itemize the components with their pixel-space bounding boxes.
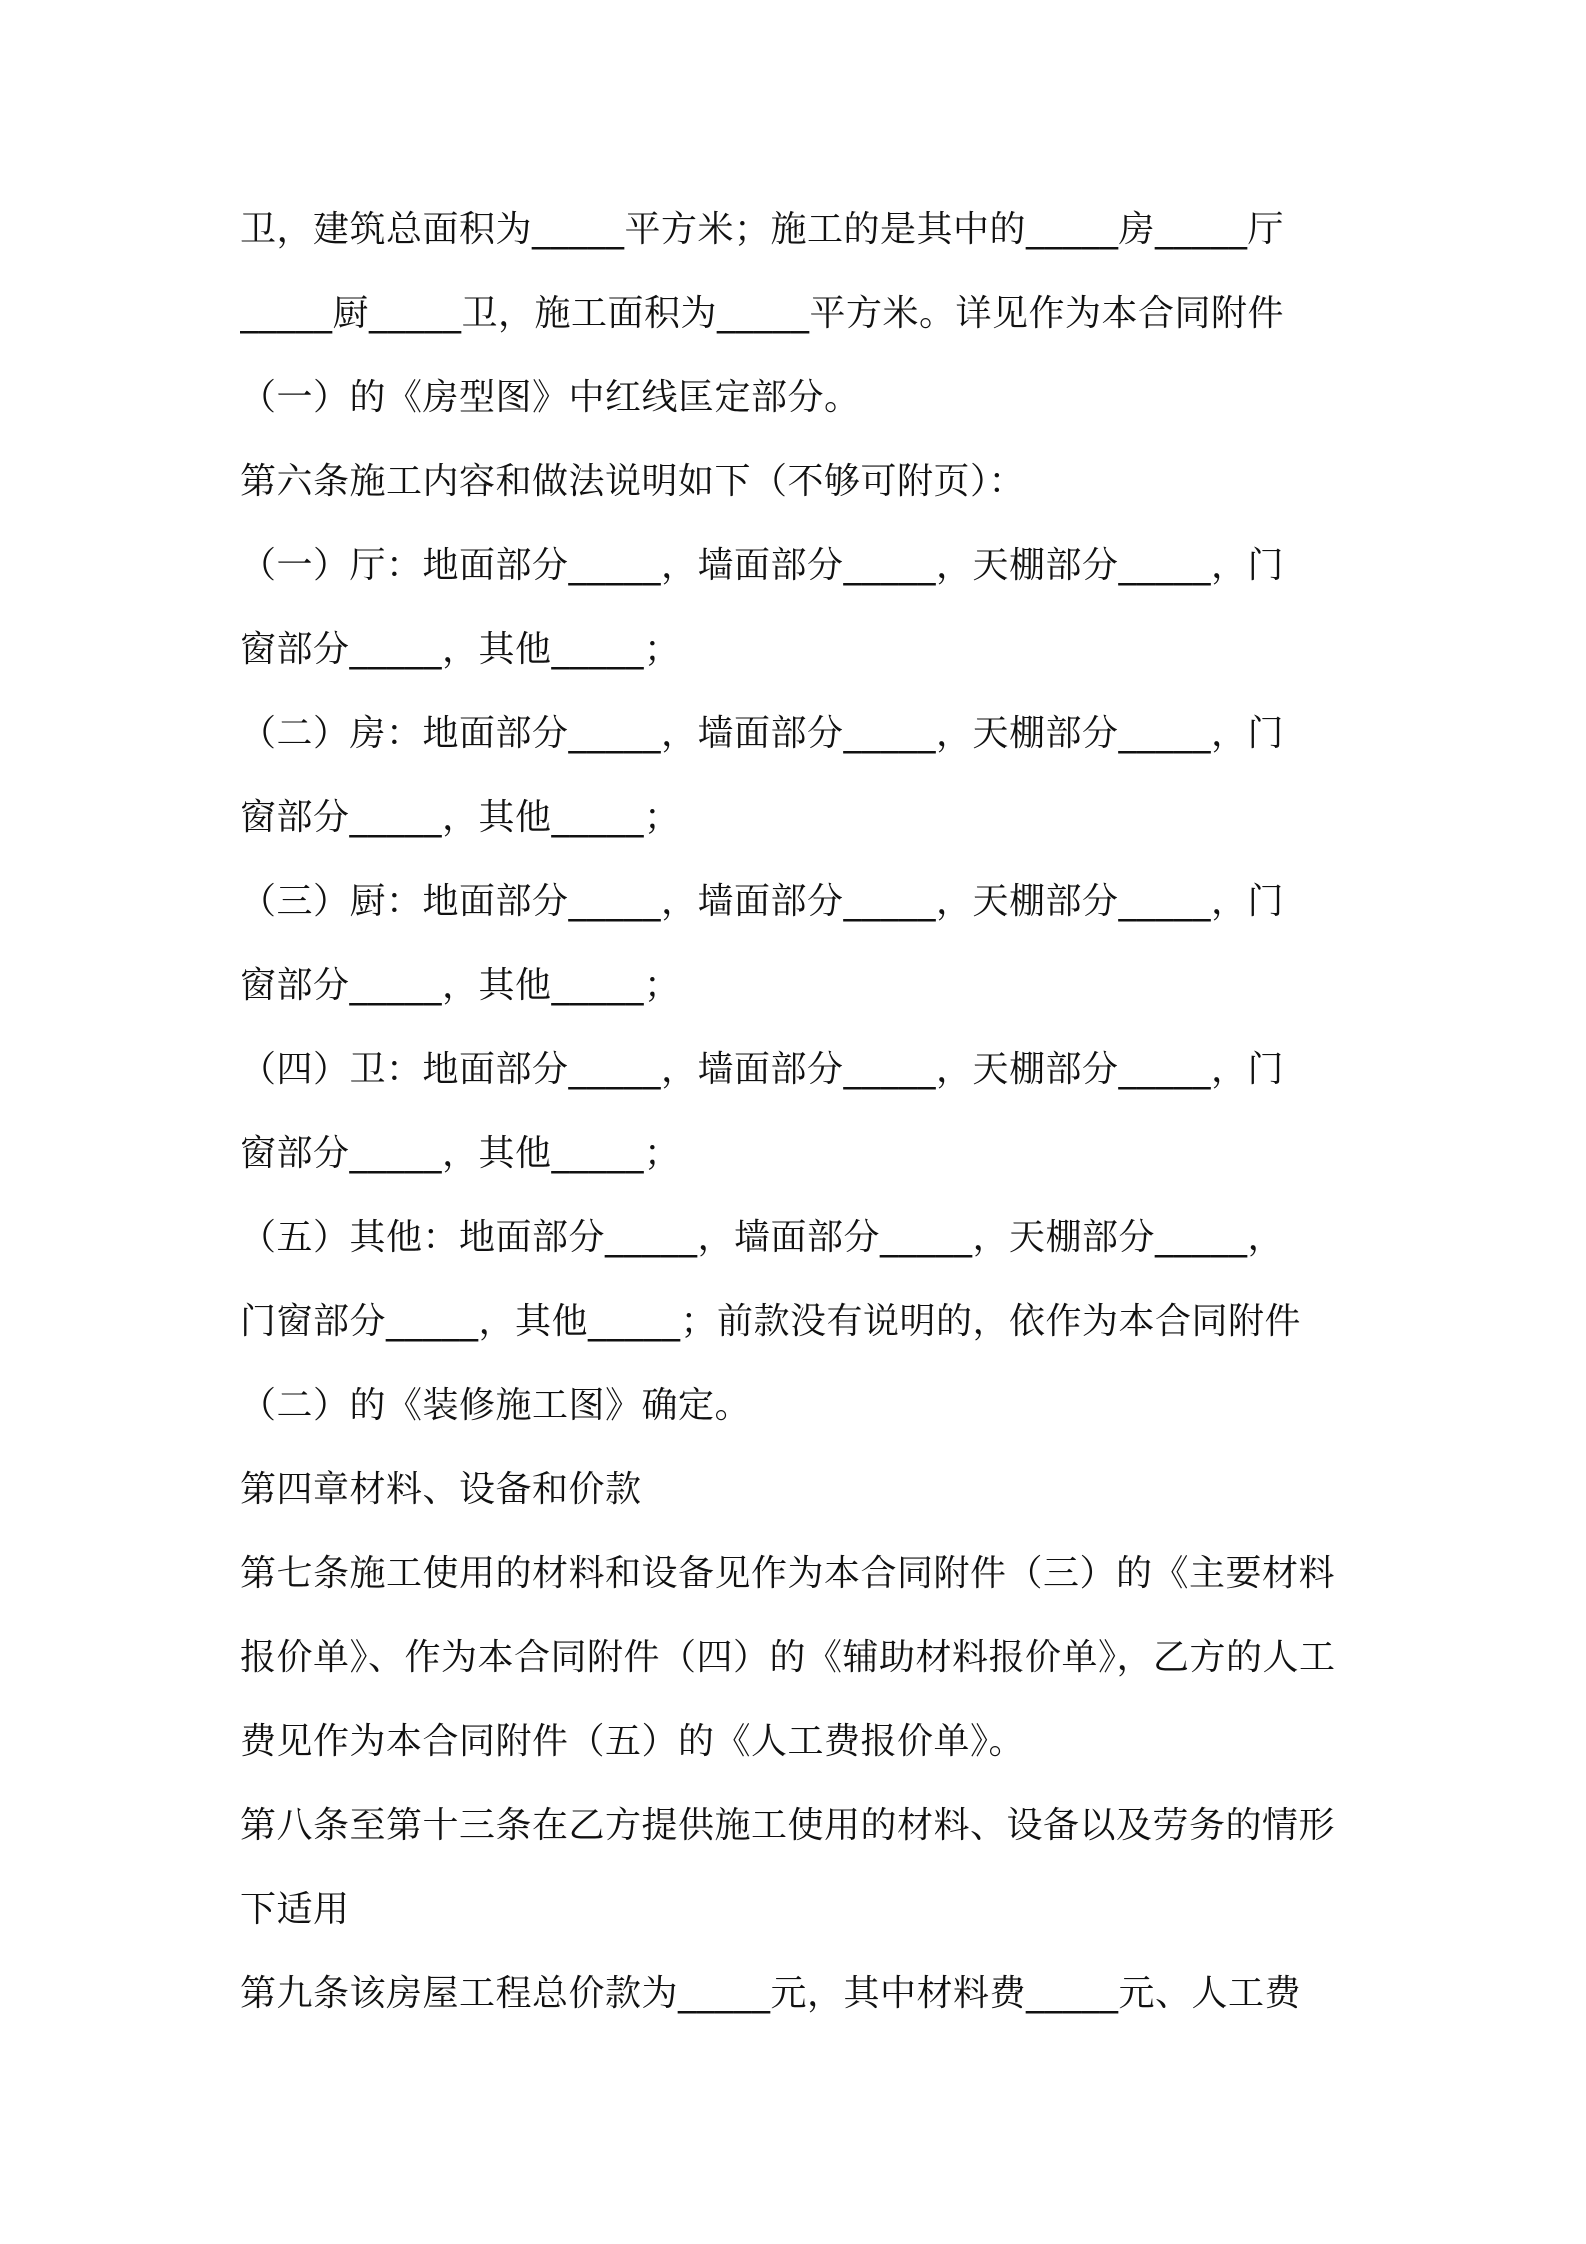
article-8-text: 第八条至第十三条在乙方提供施工使用的材料、设备以及劳务的情形 [240, 1805, 1336, 1846]
document-body [240, 196, 1360, 2044]
text-line: （一）厅：地面部分_____，墙面部分_____，天棚部分_____，门 [240, 545, 1285, 586]
chapter-4-heading: 第四章材料、设备和价款 [240, 1469, 642, 1510]
text-line: （四）卫：地面部分_____，墙面部分_____，天棚部分_____，门 [240, 1049, 1285, 1090]
text-line: 窗部分_____，其他_____； [240, 965, 681, 1006]
article-7-text: 第七条施工使用的材料和设备见作为本合同附件（三）的《主要材料 [240, 1553, 1336, 1594]
text-line: （一）的《房型图》中红线匡定部分。 [240, 377, 861, 418]
text-line: 下适用 [240, 1889, 350, 1930]
text-line: 门窗部分_____，其他_____；前款没有说明的，依作为本合同附件 [240, 1301, 1302, 1342]
text-line: （二）的《装修施工图》确定。 [240, 1385, 752, 1426]
text-line: （二）房：地面部分_____，墙面部分_____，天棚部分_____，门 [240, 713, 1285, 754]
text-line: 费见作为本合同附件（五）的《人工费报价单》。 [240, 1721, 1026, 1762]
article-6-heading: 第六条施工内容和做法说明如下（不够可附页）： [240, 461, 1026, 502]
text-line: _____厨_____卫，施工面积为_____平方米。详见作为本合同附件 [240, 293, 1285, 334]
article-9-text: 第九条该房屋工程总价款为_____元，其中材料费_____元、人工费 [240, 1973, 1302, 2014]
text-line: 窗部分_____，其他_____； [240, 1133, 681, 1174]
text-line: （五）其他：地面部分_____，墙面部分_____，天棚部分_____， [240, 1217, 1285, 1258]
text-line: 窗部分_____，其他_____； [240, 797, 681, 838]
text-line: 窗部分_____，其他_____； [240, 629, 681, 670]
text-line: 卫，建筑总面积为_____平方米；施工的是其中的_____房_____厅 [240, 209, 1285, 250]
text-line: 报价单》、作为本合同附件（四）的《辅助材料报价单》，乙方的人工 [240, 1637, 1336, 1678]
text-line: （三）厨：地面部分_____，墙面部分_____，天棚部分_____，门 [240, 881, 1285, 922]
